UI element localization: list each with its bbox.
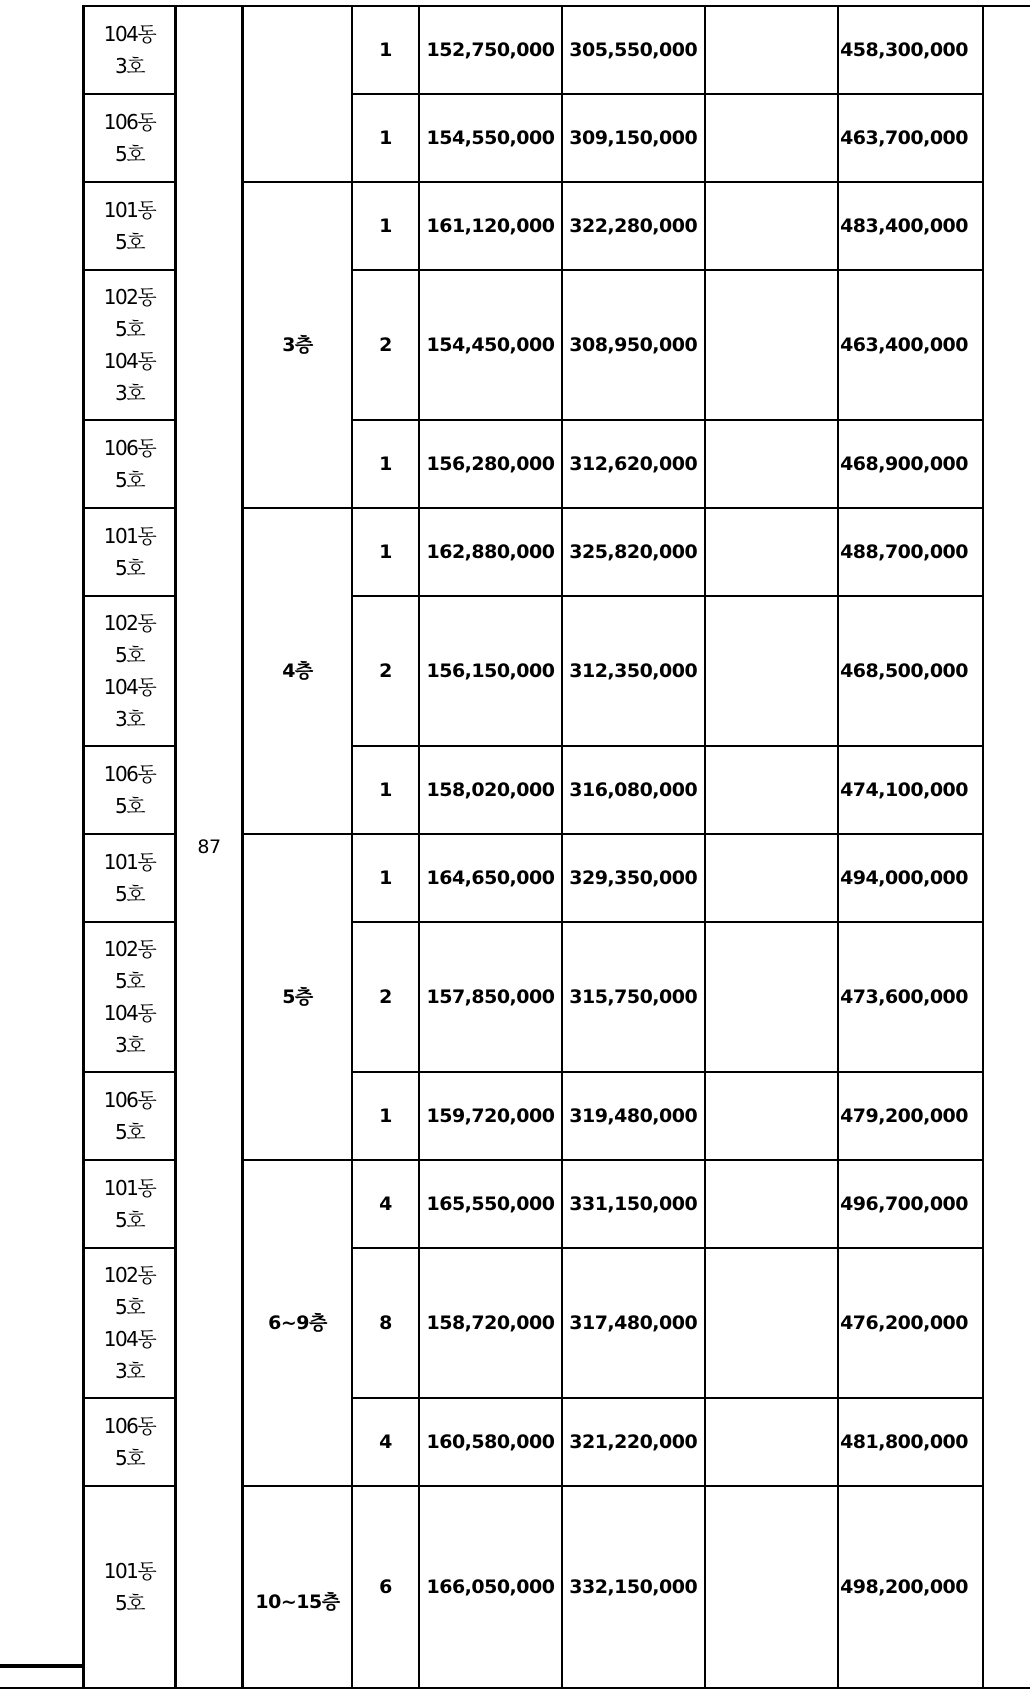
land-price-cell: 154,450,000 <box>419 270 562 420</box>
table-row <box>0 596 1030 746</box>
unit-cell: 102동 5호 104동 3호 <box>84 922 176 1072</box>
total-price-cell: 476,200,000 <box>838 1248 983 1398</box>
building-price-cell: 332,150,000 <box>562 1486 705 1688</box>
extra-cell <box>705 596 839 746</box>
table-row <box>0 1248 1030 1398</box>
floor-cell: 4층 <box>243 508 352 834</box>
floor-cell: 3층 <box>243 182 352 508</box>
right-margin-cell <box>983 6 1030 1688</box>
land-price-cell: 160,580,000 <box>419 1398 562 1486</box>
table-row <box>0 1072 1030 1160</box>
extra-cell <box>705 94 839 182</box>
total-price-cell: 498,200,000 <box>838 1486 983 1688</box>
total-price-cell: 463,400,000 <box>838 270 983 420</box>
land-price-cell: 156,280,000 <box>419 420 562 508</box>
table-row <box>0 1398 1030 1486</box>
left-margin-cell <box>0 6 84 1688</box>
land-price-cell: 154,550,000 <box>419 94 562 182</box>
total-price-cell: 463,700,000 <box>838 94 983 182</box>
building-price-cell: 316,080,000 <box>562 746 705 834</box>
unit-cell: 101동 5호 <box>84 182 176 270</box>
building-price-cell: 312,620,000 <box>562 420 705 508</box>
total-price-cell: 468,500,000 <box>838 596 983 746</box>
count-cell: 1 <box>352 94 419 182</box>
land-price-cell: 157,850,000 <box>419 922 562 1072</box>
unit-cell: 101동 5호 <box>84 508 176 596</box>
building-price-cell: 312,350,000 <box>562 596 705 746</box>
extra-cell <box>705 1486 839 1688</box>
table-row <box>0 94 1030 182</box>
floor-cell: 6~9층 <box>243 1160 352 1486</box>
building-price-cell: 331,150,000 <box>562 1160 705 1248</box>
unit-cell: 106동 5호 <box>84 420 176 508</box>
extra-cell <box>705 508 839 596</box>
total-price-cell: 474,100,000 <box>838 746 983 834</box>
land-price-cell: 164,650,000 <box>419 834 562 922</box>
table-row <box>0 746 1030 834</box>
unit-cell: 102동 5호 104동 3호 <box>84 596 176 746</box>
land-price-cell: 156,150,000 <box>419 596 562 746</box>
building-price-cell: 317,480,000 <box>562 1248 705 1398</box>
table-row <box>0 6 1030 94</box>
total-price-cell: 473,600,000 <box>838 922 983 1072</box>
unit-cell: 104동 3호 <box>84 6 176 94</box>
building-price-cell: 305,550,000 <box>562 6 705 94</box>
table-row <box>0 1160 1030 1248</box>
unit-cell: 102동 5호 104동 3호 <box>84 1248 176 1398</box>
unit-cell: 101동 5호 <box>84 1160 176 1248</box>
count-cell: 1 <box>352 746 419 834</box>
total-price-cell: 483,400,000 <box>838 182 983 270</box>
land-price-cell: 165,550,000 <box>419 1160 562 1248</box>
count-cell: 8 <box>352 1248 419 1398</box>
unit-cell: 101동 5호 <box>84 1486 176 1688</box>
total-price-cell: 496,700,000 <box>838 1160 983 1248</box>
building-price-cell: 308,950,000 <box>562 270 705 420</box>
table-row <box>0 182 1030 270</box>
unit-cell: 106동 5호 <box>84 746 176 834</box>
floor-cell: 5층 <box>243 834 352 1160</box>
extra-cell <box>705 1398 839 1486</box>
count-cell: 1 <box>352 508 419 596</box>
floor-cell: 10~15층 <box>243 1486 352 1688</box>
building-price-cell: 325,820,000 <box>562 508 705 596</box>
extra-cell <box>705 182 839 270</box>
unit-cell: 106동 5호 <box>84 94 176 182</box>
count-cell: 2 <box>352 922 419 1072</box>
count-cell: 2 <box>352 596 419 746</box>
extra-cell <box>705 6 839 94</box>
total-price-cell: 488,700,000 <box>838 508 983 596</box>
land-price-cell: 158,720,000 <box>419 1248 562 1398</box>
extra-cell <box>705 922 839 1072</box>
extra-cell <box>705 1072 839 1160</box>
land-price-cell: 166,050,000 <box>419 1486 562 1688</box>
land-price-cell: 158,020,000 <box>419 746 562 834</box>
area-cell: 87 <box>175 6 242 1688</box>
table-row <box>0 420 1030 508</box>
price-table <box>0 5 1030 1689</box>
total-price-cell: 479,200,000 <box>838 1072 983 1160</box>
table-row <box>0 834 1030 922</box>
extra-cell <box>705 834 839 922</box>
count-cell: 6 <box>352 1486 419 1688</box>
building-price-cell: 329,350,000 <box>562 834 705 922</box>
extra-cell <box>705 746 839 834</box>
extra-cell <box>705 420 839 508</box>
extra-cell <box>705 270 839 420</box>
count-cell: 2 <box>352 270 419 420</box>
total-price-cell: 481,800,000 <box>838 1398 983 1486</box>
unit-cell: 101동 5호 <box>84 834 176 922</box>
table-row <box>0 1486 1030 1688</box>
count-cell: 1 <box>352 6 419 94</box>
unit-cell: 106동 5호 <box>84 1072 176 1160</box>
table-row <box>0 508 1030 596</box>
count-cell: 4 <box>352 1160 419 1248</box>
land-price-cell: 161,120,000 <box>419 182 562 270</box>
count-cell: 1 <box>352 420 419 508</box>
extra-cell <box>705 1248 839 1398</box>
building-price-cell: 319,480,000 <box>562 1072 705 1160</box>
count-cell: 1 <box>352 1072 419 1160</box>
building-price-cell: 315,750,000 <box>562 922 705 1072</box>
total-price-cell: 494,000,000 <box>838 834 983 922</box>
count-cell: 1 <box>352 182 419 270</box>
bottom-rule <box>0 1664 84 1668</box>
table-row <box>0 270 1030 420</box>
land-price-cell: 152,750,000 <box>419 6 562 94</box>
building-price-cell: 322,280,000 <box>562 182 705 270</box>
land-price-cell: 159,720,000 <box>419 1072 562 1160</box>
unit-cell: 102동 5호 104동 3호 <box>84 270 176 420</box>
extra-cell <box>705 1160 839 1248</box>
table-row <box>0 922 1030 1072</box>
total-price-cell: 468,900,000 <box>838 420 983 508</box>
building-price-cell: 309,150,000 <box>562 94 705 182</box>
total-price-cell: 458,300,000 <box>838 6 983 94</box>
count-cell: 4 <box>352 1398 419 1486</box>
building-price-cell: 321,220,000 <box>562 1398 705 1486</box>
count-cell: 1 <box>352 834 419 922</box>
floor-cell <box>243 6 352 182</box>
unit-cell: 106동 5호 <box>84 1398 176 1486</box>
land-price-cell: 162,880,000 <box>419 508 562 596</box>
